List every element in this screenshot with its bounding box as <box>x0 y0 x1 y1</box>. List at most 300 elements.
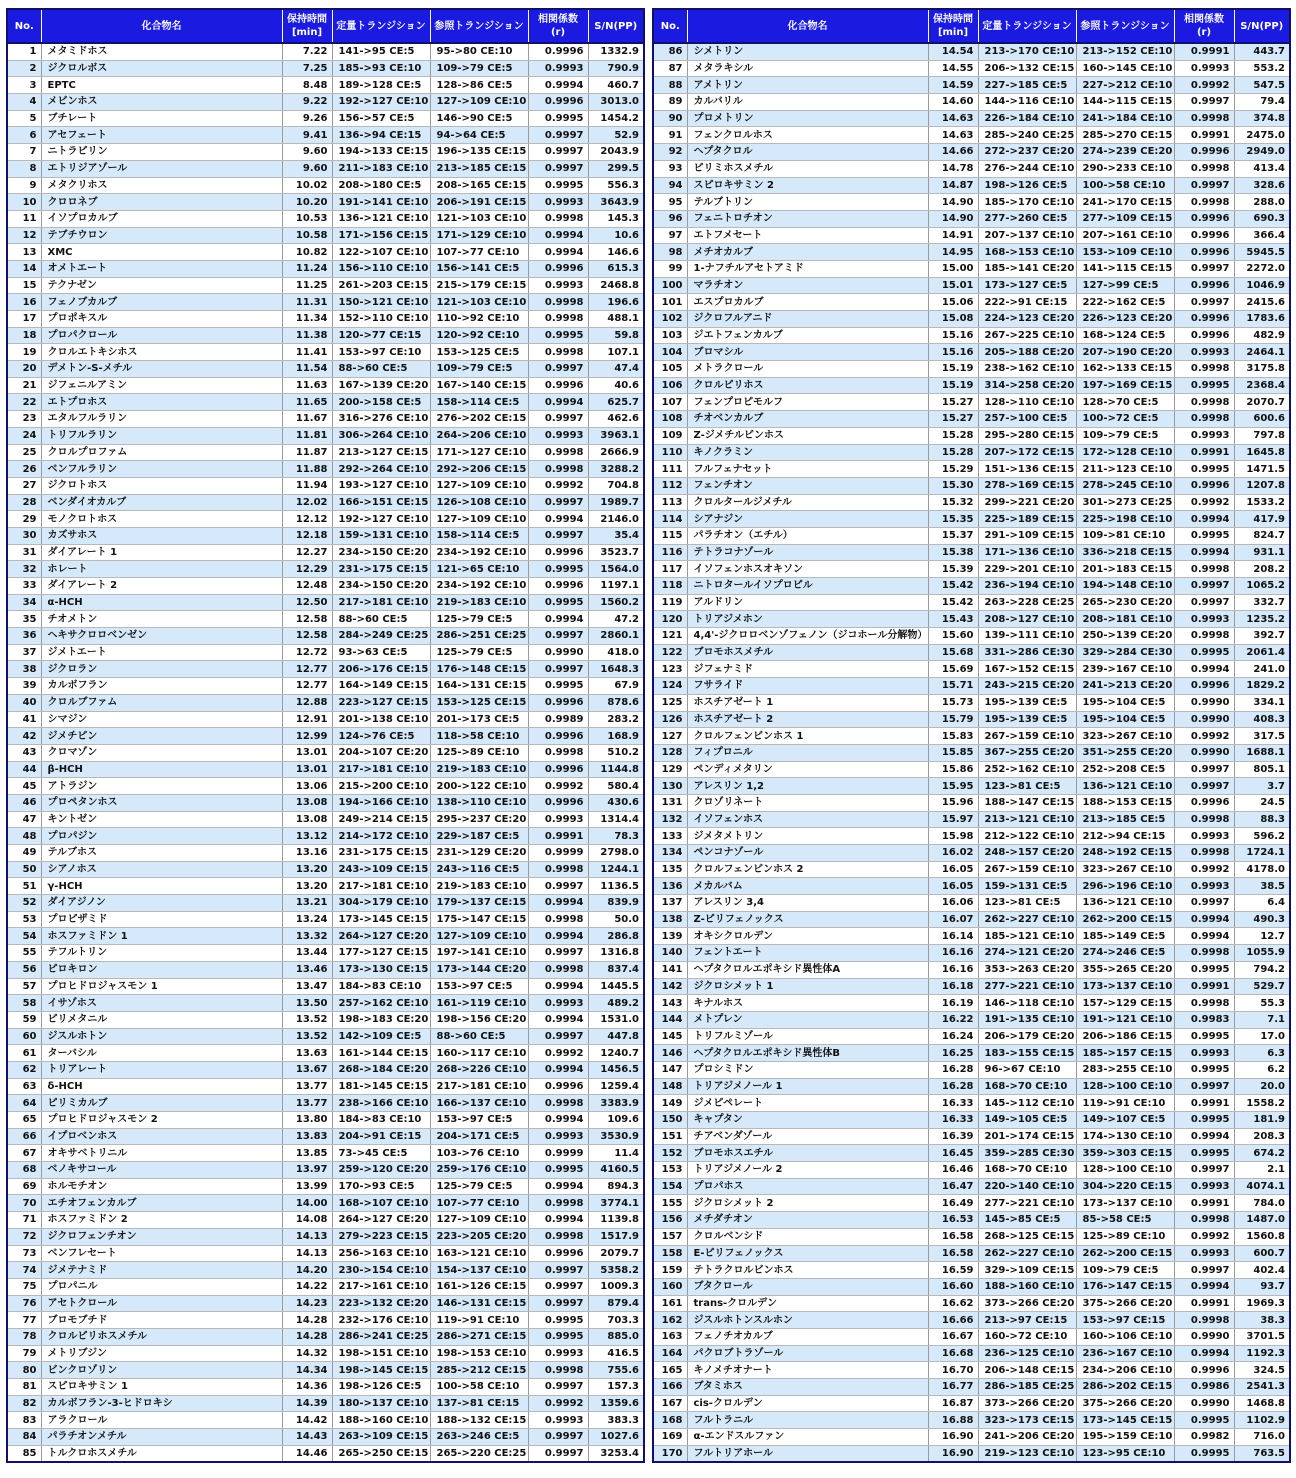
cell-quant-transition: 262->227 CE:10 <box>978 1245 1076 1262</box>
cell-compound-name: ジスルホトン <box>41 1028 282 1045</box>
cell-ref-transition: 156->141 CE:5 <box>430 260 528 277</box>
cell-ref-transition: 229->187 CE:5 <box>430 828 528 845</box>
cell-quant-transition: 201->138 CE:10 <box>332 711 430 728</box>
table-row <box>653 1395 1290 1412</box>
table-row <box>653 244 1290 261</box>
cell-quant-transition: 173->145 CE:15 <box>332 911 430 928</box>
cell-no: 46 <box>7 794 41 811</box>
cell-quant-transition: 265->250 CE:15 <box>332 1445 430 1462</box>
cell-correlation: 0.9997 <box>1174 895 1234 912</box>
cell-correlation: 0.9994 <box>1174 544 1234 561</box>
cell-compound-name: メトリブジン <box>41 1345 282 1362</box>
cell-quant-transition: 268->125 CE:15 <box>978 1228 1076 1245</box>
cell-sn: 1244.1 <box>588 861 644 878</box>
cell-no: 34 <box>7 594 41 611</box>
cell-sn: 5945.5 <box>1234 244 1290 261</box>
cell-compound-name: クロルタールジメチル <box>687 494 928 511</box>
cell-quant-transition: 367->255 CE:20 <box>978 744 1076 761</box>
cell-retention-time: 13.99 <box>282 1178 332 1195</box>
cell-correlation: 0.9995 <box>528 1162 588 1179</box>
table-row <box>7 1162 644 1179</box>
cell-quant-transition: 180->137 CE:10 <box>332 1395 430 1412</box>
header-r-label: 相関係数 <box>538 14 578 25</box>
cell-retention-time: 16.58 <box>928 1245 978 1262</box>
cell-no: 3 <box>7 77 41 94</box>
cell-sn: 510.2 <box>588 744 644 761</box>
cell-sn: 157.3 <box>588 1379 644 1396</box>
cell-ref-transition: 127->109 CE:10 <box>430 511 528 528</box>
table-row <box>7 244 644 261</box>
cell-quant-transition: 208->180 CE:5 <box>332 177 430 194</box>
cell-compound-name: エトプロホス <box>41 394 282 411</box>
cell-correlation: 0.9994 <box>528 227 588 244</box>
cell-compound-name: ジメトエート <box>41 644 282 661</box>
table-row <box>653 711 1290 728</box>
cell-retention-time: 16.70 <box>928 1362 978 1379</box>
table-row <box>653 344 1290 361</box>
cell-retention-time: 15.83 <box>928 728 978 745</box>
cell-correlation: 0.9995 <box>1174 1028 1234 1045</box>
table-row <box>7 611 644 628</box>
cell-correlation: 0.9997 <box>528 1262 588 1279</box>
cell-quant-transition: 272->237 CE:20 <box>978 144 1076 161</box>
cell-sn: 556.3 <box>588 177 644 194</box>
cell-compound-name: スピロキサミン 1 <box>41 1379 282 1396</box>
cell-quant-transition: 173->127 CE:5 <box>978 277 1076 294</box>
cell-compound-name: トリアジメホン <box>687 611 928 628</box>
cell-ref-transition: 121->103 CE:10 <box>430 294 528 311</box>
cell-correlation: 0.9997 <box>1174 594 1234 611</box>
cell-quant-transition: 206->176 CE:15 <box>332 661 430 678</box>
cell-sn: 17.0 <box>1234 1028 1290 1045</box>
cell-quant-transition: 257->162 CE:10 <box>332 995 430 1012</box>
cell-compound-name: ダイアジノン <box>41 895 282 912</box>
cell-sn: 615.3 <box>588 260 644 277</box>
cell-quant-transition: 278->169 CE:15 <box>978 477 1076 494</box>
cell-ref-transition: 185->149 CE:5 <box>1076 928 1174 945</box>
cell-compound-name: ホレート <box>41 561 282 578</box>
cell-ref-transition: 120->92 CE:10 <box>430 327 528 344</box>
cell-compound-name: α-HCH <box>41 594 282 611</box>
cell-no: 142 <box>653 978 687 995</box>
cell-correlation: 0.9996 <box>528 794 588 811</box>
cell-no: 19 <box>7 344 41 361</box>
compound-table-right <box>652 8 1291 1463</box>
cell-sn: 328.6 <box>1234 177 1290 194</box>
cell-retention-time: 7.22 <box>282 43 332 60</box>
cell-quant-transition: 217->181 CE:10 <box>332 761 430 778</box>
cell-ref-transition: 136->121 CE:10 <box>1076 895 1174 912</box>
cell-ref-transition: 268->226 CE:10 <box>430 1061 528 1078</box>
table-row <box>653 127 1290 144</box>
cell-quant-transition: 217->161 CE:10 <box>332 1278 430 1295</box>
cell-ref-transition: 278->245 CE:10 <box>1076 477 1174 494</box>
cell-retention-time: 15.73 <box>928 694 978 711</box>
cell-sn: 553.2 <box>1234 60 1290 77</box>
cell-quant-transition: 314->258 CE:20 <box>978 377 1076 394</box>
cell-correlation: 0.9996 <box>528 544 588 561</box>
cell-compound-name: デメトン-S-メチル <box>41 361 282 378</box>
cell-correlation: 0.9993 <box>528 60 588 77</box>
cell-sn: 286.8 <box>588 928 644 945</box>
table-row <box>7 77 644 94</box>
header-no: No. <box>7 9 41 43</box>
cell-ref-transition: 103->76 CE:10 <box>430 1145 528 1162</box>
cell-sn: 674.2 <box>1234 1145 1290 1162</box>
cell-correlation: 0.9982 <box>1174 1429 1234 1446</box>
cell-retention-time: 13.85 <box>282 1145 332 1162</box>
cell-no: 102 <box>653 311 687 328</box>
cell-quant-transition: 279->223 CE:15 <box>332 1228 430 1245</box>
table-row <box>7 1328 644 1345</box>
cell-quant-transition: 164->149 CE:15 <box>332 678 430 695</box>
cell-no: 101 <box>653 294 687 311</box>
header-rt-unit: [min] <box>937 27 969 38</box>
table-row <box>7 1278 644 1295</box>
cell-retention-time: 13.16 <box>282 845 332 862</box>
cell-sn: 4160.5 <box>588 1162 644 1179</box>
cell-ref-transition: 153->97 CE:15 <box>1076 1312 1174 1329</box>
cell-retention-time: 15.16 <box>928 327 978 344</box>
cell-sn: 38.3 <box>1234 1312 1290 1329</box>
cell-compound-name: スピロキサミン 2 <box>687 177 928 194</box>
cell-sn: 1969.3 <box>1234 1295 1290 1312</box>
cell-ref-transition: 149->107 CE:5 <box>1076 1112 1174 1129</box>
cell-compound-name: テトラコナゾール <box>687 544 928 561</box>
cell-compound-name: オキシクロルデン <box>687 928 928 945</box>
cell-retention-time: 14.20 <box>282 1262 332 1279</box>
header-retention-time <box>928 9 978 43</box>
cell-correlation: 0.9997 <box>528 1028 588 1045</box>
cell-sn: 1240.7 <box>588 1045 644 1062</box>
cell-ref-transition: 201->183 CE:15 <box>1076 561 1174 578</box>
cell-correlation: 0.9997 <box>1174 761 1234 778</box>
cell-compound-name: クロルフェンビンホス 2 <box>687 861 928 878</box>
cell-correlation: 0.9998 <box>1174 110 1234 127</box>
cell-correlation: 0.9997 <box>528 144 588 161</box>
cell-compound-name: フェンプロピモルフ <box>687 394 928 411</box>
cell-quant-transition: 238->166 CE:10 <box>332 1095 430 1112</box>
table-row <box>653 1128 1290 1145</box>
cell-compound-name: プロメトリン <box>687 110 928 127</box>
cell-correlation: 0.9983 <box>1174 1011 1234 1028</box>
cell-correlation: 0.9995 <box>528 1328 588 1345</box>
cell-no: 51 <box>7 878 41 895</box>
header-quant-transition: 定量トランジション <box>332 9 430 43</box>
cell-sn: 55.3 <box>1234 995 1290 1012</box>
cell-no: 52 <box>7 895 41 912</box>
cell-sn: 931.1 <box>1234 544 1290 561</box>
cell-compound-name: ジスルホトンスルホン <box>687 1312 928 1329</box>
cell-retention-time: 15.01 <box>928 277 978 294</box>
cell-no: 124 <box>653 678 687 695</box>
cell-no: 18 <box>7 327 41 344</box>
cell-quant-transition: 184->83 CE:10 <box>332 978 430 995</box>
cell-sn: 490.3 <box>1234 911 1290 928</box>
cell-ref-transition: 110->92 CE:10 <box>430 311 528 328</box>
cell-correlation: 0.9998 <box>1174 811 1234 828</box>
cell-quant-transition: 150->121 CE:10 <box>332 294 430 311</box>
cell-sn: 1533.2 <box>1234 494 1290 511</box>
cell-compound-name: ブタミホス <box>687 1379 928 1396</box>
cell-correlation: 0.9994 <box>1174 1345 1234 1362</box>
cell-no: 156 <box>653 1212 687 1229</box>
cell-ref-transition: 250->139 CE:20 <box>1076 628 1174 645</box>
table-row <box>7 1429 644 1446</box>
cell-correlation: 0.9993 <box>1174 427 1234 444</box>
cell-compound-name: プロパジン <box>41 828 282 845</box>
cell-ref-transition: 375->266 CE:20 <box>1076 1295 1174 1312</box>
table-row <box>653 60 1290 77</box>
cell-ref-transition: 286->251 CE:25 <box>430 628 528 645</box>
cell-sn: 2464.1 <box>1234 344 1290 361</box>
header-rt-unit: [min] <box>291 27 323 38</box>
cell-compound-name: イサゾホス <box>41 995 282 1012</box>
table-row <box>7 1245 644 1262</box>
cell-correlation: 0.9995 <box>1174 1061 1234 1078</box>
cell-retention-time: 14.59 <box>928 77 978 94</box>
table-row <box>7 978 644 995</box>
cell-correlation: 0.9993 <box>528 427 588 444</box>
cell-correlation: 0.9996 <box>1174 210 1234 227</box>
cell-sn: 3643.9 <box>588 194 644 211</box>
cell-ref-transition: 153->97 CE:5 <box>430 1112 528 1129</box>
cell-retention-time: 14.43 <box>282 1429 332 1446</box>
table-row <box>653 1328 1290 1345</box>
table-row <box>653 778 1290 795</box>
cell-ref-transition: 286->202 CE:15 <box>1076 1379 1174 1396</box>
cell-ref-transition: 262->200 CE:15 <box>1076 1245 1174 1262</box>
cell-no: 110 <box>653 444 687 461</box>
table-row <box>7 561 644 578</box>
cell-quant-transition: 149->105 CE:5 <box>978 1112 1076 1129</box>
cell-ref-transition: 243->116 CE:5 <box>430 861 528 878</box>
cell-correlation: 0.9998 <box>1174 194 1234 211</box>
table-row <box>653 1145 1290 1162</box>
cell-retention-time: 13.12 <box>282 828 332 845</box>
cell-quant-transition: 193->127 CE:10 <box>332 477 430 494</box>
cell-retention-time: 14.90 <box>928 194 978 211</box>
cell-quant-transition: 206->148 CE:15 <box>978 1362 1076 1379</box>
table-row <box>7 144 644 161</box>
cell-ref-transition: 323->267 CE:10 <box>1076 861 1174 878</box>
cell-ref-transition: 351->255 CE:20 <box>1076 744 1174 761</box>
cell-correlation: 0.9993 <box>528 277 588 294</box>
cell-retention-time: 13.46 <box>282 961 332 978</box>
cell-compound-name: ホルモチオン <box>41 1178 282 1195</box>
cell-compound-name: アレスリン 3,4 <box>687 895 928 912</box>
cell-no: 109 <box>653 427 687 444</box>
table-row <box>7 694 644 711</box>
cell-compound-name: ニトロタールイソプロピル <box>687 578 928 595</box>
cell-compound-name: ジメチピン <box>41 728 282 745</box>
cell-sn: 241.0 <box>1234 661 1290 678</box>
cell-no: 90 <box>653 110 687 127</box>
cell-no: 168 <box>653 1412 687 1429</box>
cell-no: 28 <box>7 494 41 511</box>
cell-quant-transition: 286->241 CE:25 <box>332 1328 430 1345</box>
cell-ref-transition: 234->206 CE:10 <box>1076 1362 1174 1379</box>
cell-sn: 4178.0 <box>1234 861 1290 878</box>
table-row <box>7 177 644 194</box>
cell-quant-transition: 267->159 CE:10 <box>978 861 1076 878</box>
cell-sn: 1471.5 <box>1234 461 1290 478</box>
cell-compound-name: プロパクロール <box>41 327 282 344</box>
cell-compound-name: プロポキスル <box>41 311 282 328</box>
cell-correlation: 0.9996 <box>528 43 588 60</box>
cell-correlation: 0.9992 <box>1174 861 1234 878</box>
cell-compound-name: キントゼン <box>41 811 282 828</box>
cell-correlation: 0.9994 <box>1174 911 1234 928</box>
cell-compound-name: ジクロラン <box>41 661 282 678</box>
cell-retention-time: 12.48 <box>282 578 332 595</box>
table-row <box>7 628 644 645</box>
cell-ref-transition: 217->181 CE:10 <box>430 1078 528 1095</box>
cell-correlation: 0.9994 <box>528 895 588 912</box>
cell-correlation: 0.9996 <box>1174 327 1234 344</box>
cell-quant-transition: 232->176 CE:10 <box>332 1312 430 1329</box>
cell-ref-transition: 128->70 CE:5 <box>1076 394 1174 411</box>
cell-sn: 596.2 <box>1234 828 1290 845</box>
cell-no: 147 <box>653 1061 687 1078</box>
cell-correlation: 0.9997 <box>528 1429 588 1446</box>
cell-compound-name: カルボフラン-3-ヒドロキシ <box>41 1395 282 1412</box>
cell-ref-transition: 206->191 CE:15 <box>430 194 528 211</box>
cell-compound-name: エチオフェンカルブ <box>41 1195 282 1212</box>
cell-ref-transition: 201->173 CE:5 <box>430 711 528 728</box>
cell-no: 135 <box>653 861 687 878</box>
cell-ref-transition: 213->152 CE:10 <box>1076 43 1174 60</box>
cell-quant-transition: 194->166 CE:10 <box>332 794 430 811</box>
cell-correlation: 0.9995 <box>1174 1412 1234 1429</box>
left-table-container <box>6 8 645 1463</box>
cell-sn: 1144.8 <box>588 761 644 778</box>
cell-correlation: 0.9997 <box>528 160 588 177</box>
cell-compound-name: クロルピリホス <box>687 377 928 394</box>
table-row <box>653 260 1290 277</box>
table-row <box>7 427 644 444</box>
cell-retention-time: 15.71 <box>928 678 978 695</box>
cell-correlation: 0.9994 <box>528 1011 588 1028</box>
cell-ref-transition: 188->153 CE:15 <box>1076 794 1174 811</box>
cell-sn: 146.6 <box>588 244 644 261</box>
cell-correlation: 0.9995 <box>528 177 588 194</box>
cell-ref-transition: 171->129 CE:10 <box>430 227 528 244</box>
table-row <box>653 1245 1290 1262</box>
cell-sn: 1197.1 <box>588 578 644 595</box>
cell-no: 127 <box>653 728 687 745</box>
cell-ref-transition: 154->137 CE:10 <box>430 1262 528 1279</box>
cell-retention-time: 15.85 <box>928 744 978 761</box>
cell-retention-time: 16.88 <box>928 1412 978 1429</box>
table-row <box>7 1262 644 1279</box>
cell-quant-transition: 276->244 CE:10 <box>978 160 1076 177</box>
cell-ref-transition: 109->79 CE:5 <box>430 361 528 378</box>
cell-quant-transition: 277->221 CE:10 <box>978 978 1076 995</box>
cell-no: 169 <box>653 1429 687 1446</box>
cell-no: 81 <box>7 1379 41 1396</box>
cell-no: 29 <box>7 511 41 528</box>
cell-retention-time: 16.16 <box>928 945 978 962</box>
cell-sn: 1468.8 <box>1234 1395 1290 1412</box>
cell-correlation: 0.9998 <box>1174 160 1234 177</box>
table-row <box>653 1028 1290 1045</box>
cell-ref-transition: 283->255 CE:10 <box>1076 1061 1174 1078</box>
table-row <box>7 444 644 461</box>
cell-quant-transition: 291->109 CE:15 <box>978 527 1076 544</box>
cell-retention-time: 15.28 <box>928 427 978 444</box>
cell-retention-time: 15.28 <box>928 444 978 461</box>
cell-correlation: 0.9993 <box>1174 344 1234 361</box>
table-row <box>653 1162 1290 1179</box>
cell-retention-time: 15.08 <box>928 311 978 328</box>
cell-retention-time: 16.60 <box>928 1278 978 1295</box>
cell-sn: 334.1 <box>1234 694 1290 711</box>
cell-ref-transition: 164->131 CE:15 <box>430 678 528 695</box>
cell-quant-transition: 211->183 CE:10 <box>332 160 430 177</box>
cell-sn: 24.5 <box>1234 794 1290 811</box>
header-r-label: 相関係数 <box>1184 14 1224 25</box>
cell-no: 36 <box>7 628 41 645</box>
cell-retention-time: 12.77 <box>282 678 332 695</box>
cell-sn: 93.7 <box>1234 1278 1290 1295</box>
cell-quant-transition: 284->249 CE:25 <box>332 628 430 645</box>
cell-compound-name: モノクロトホス <box>41 511 282 528</box>
cell-correlation: 0.9992 <box>528 1045 588 1062</box>
cell-no: 103 <box>653 327 687 344</box>
cell-sn: 1332.9 <box>588 43 644 60</box>
cell-no: 98 <box>653 244 687 261</box>
table-row <box>653 544 1290 561</box>
cell-ref-transition: 225->198 CE:10 <box>1076 511 1174 528</box>
cell-retention-time: 16.22 <box>928 1011 978 1028</box>
cell-ref-transition: 241->184 CE:10 <box>1076 110 1174 127</box>
cell-quant-transition: 181->145 CE:15 <box>332 1078 430 1095</box>
cell-correlation: 0.9991 <box>528 828 588 845</box>
cell-retention-time: 9.60 <box>282 160 332 177</box>
cell-sn: 462.6 <box>588 411 644 428</box>
cell-sn: 1564.0 <box>588 561 644 578</box>
cell-correlation: 0.9996 <box>1174 244 1234 261</box>
cell-ref-transition: 123->95 CE:10 <box>1076 1445 1174 1462</box>
table-row <box>7 127 644 144</box>
cell-compound-name: メトプレン <box>687 1011 928 1028</box>
cell-retention-time: 12.88 <box>282 694 332 711</box>
table-row <box>653 1312 1290 1329</box>
cell-sn: 763.5 <box>1234 1445 1290 1462</box>
cell-correlation: 0.9995 <box>1174 377 1234 394</box>
table-row <box>653 961 1290 978</box>
cell-ref-transition: 161->119 CE:10 <box>430 995 528 1012</box>
cell-correlation: 0.9995 <box>528 110 588 127</box>
cell-correlation: 0.9990 <box>1174 711 1234 728</box>
cell-sn: 1027.6 <box>588 1429 644 1446</box>
cell-quant-transition: 263->228 CE:25 <box>978 594 1076 611</box>
cell-no: 26 <box>7 461 41 478</box>
cell-no: 159 <box>653 1262 687 1279</box>
cell-retention-time: 12.58 <box>282 628 332 645</box>
cell-no: 7 <box>7 144 41 161</box>
cell-correlation: 0.9998 <box>528 1228 588 1245</box>
cell-compound-name: 1-ナフチルアセトアミド <box>687 260 928 277</box>
cell-correlation: 0.9998 <box>528 1095 588 1112</box>
right-table-container <box>652 8 1291 1463</box>
cell-no: 131 <box>653 794 687 811</box>
cell-no: 63 <box>7 1078 41 1095</box>
cell-retention-time: 14.22 <box>282 1278 332 1295</box>
table-row <box>653 427 1290 444</box>
cell-correlation: 0.9995 <box>1174 461 1234 478</box>
